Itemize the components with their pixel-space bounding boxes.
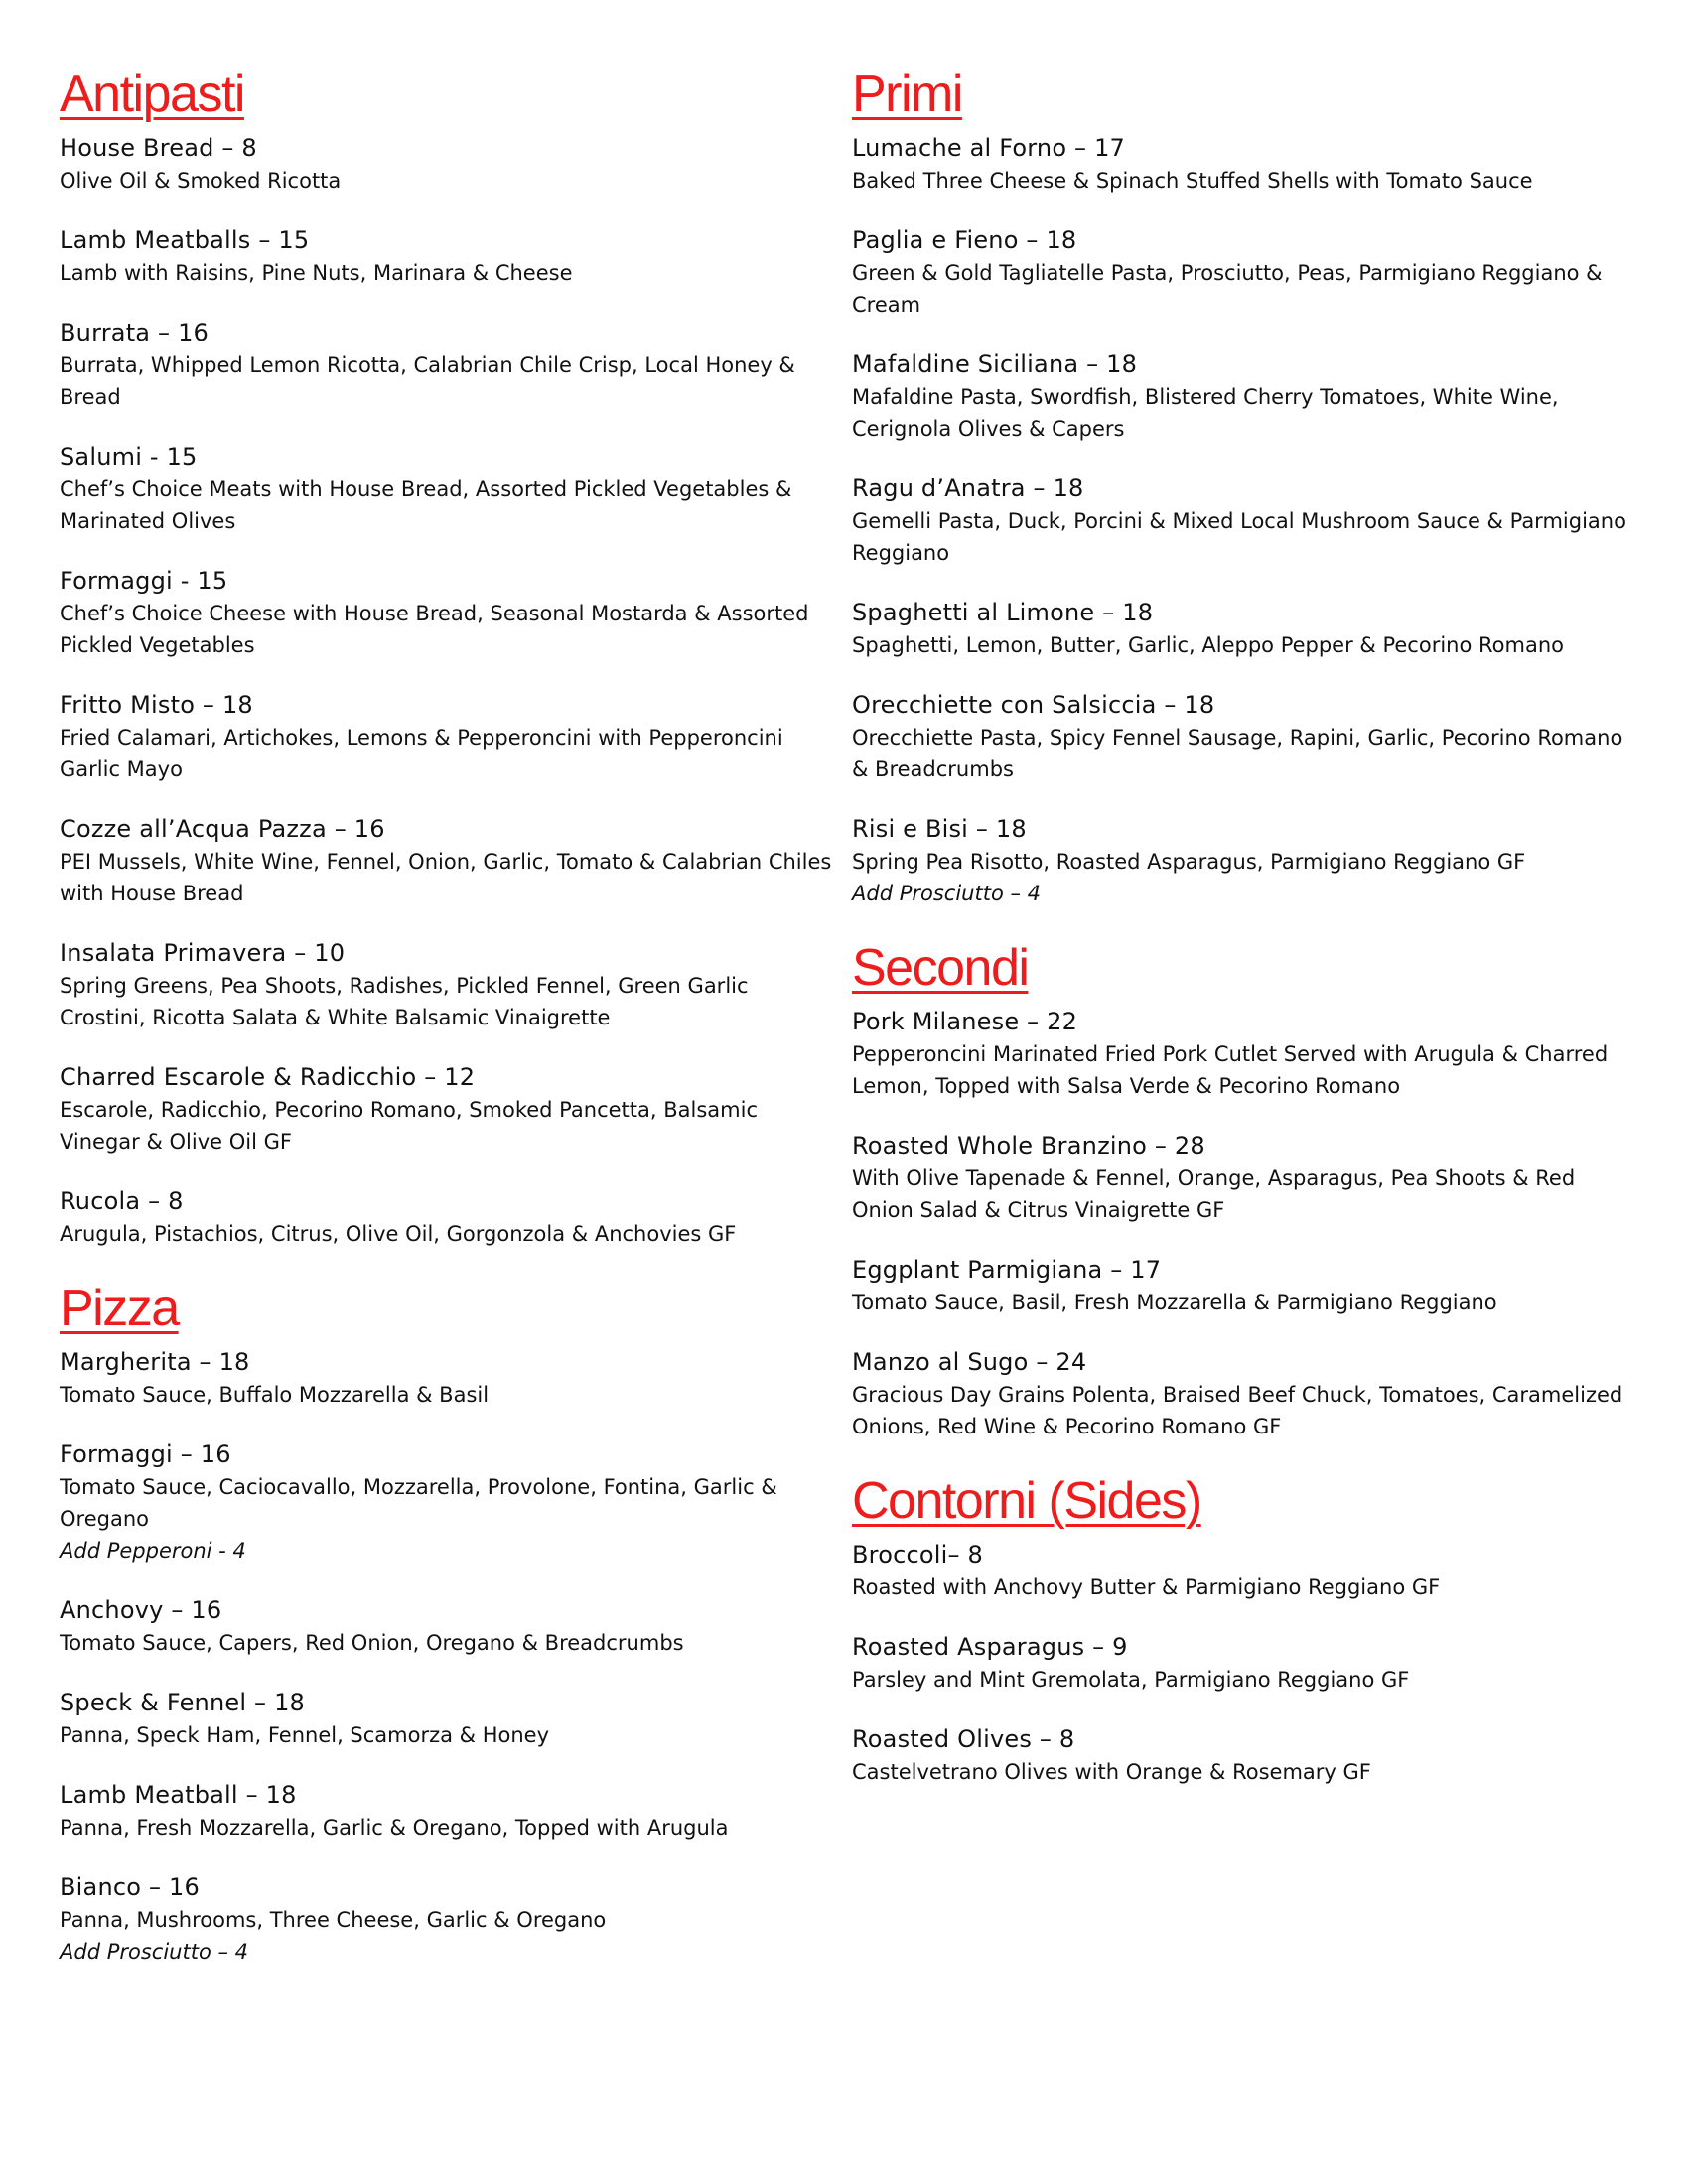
menu-item-description: Pepperoncini Marinated Fried Pork Cutlet Served with Arugula & Charred Lemon, Topped with Salsa Verde & Pecorino Romano (852, 1042, 1609, 1098)
menu-item-name: Formaggi - 15 (60, 567, 228, 595)
menu-item-name: Spaghetti al Limone – 18 (852, 599, 1154, 626)
menu-item (60, 564, 834, 661)
menu-item-description: Tomato Sauce, Caciocavallo, Mozzarella, Provolone, Fontina, Garlic & Oregano (60, 1475, 777, 1531)
menu-item (852, 1005, 1636, 1102)
menu-item-description: Spring Greens, Pea Shoots, Radishes, Pickled Fennel, Green Garlic Crostini, Ricotta Salata & White Balsamic Vinaigrette (60, 974, 749, 1029)
menu-item (60, 1593, 834, 1659)
menu-section-primi (852, 64, 1636, 909)
menu-item (60, 1437, 834, 1567)
menu-section-pizza (60, 1278, 834, 1968)
menu-item-description: Gracious Day Grains Polenta, Braised Beef Chuck, Tomatoes, Caramelized Onions, Red Wine & Pecorino Romano GF (852, 1383, 1623, 1438)
menu-item-name: Rucola – 8 (60, 1187, 184, 1215)
menu-item-description: Spaghetti, Lemon, Butter, Garlic, Aleppo Pepper & Pecorino Romano (852, 633, 1564, 657)
menu-item-name: Mafaldine Siciliana – 18 (852, 350, 1138, 378)
menu-item-name: Bianco – 16 (60, 1873, 200, 1901)
menu-item-name: Burrata – 16 (60, 319, 210, 346)
menu-item (60, 1686, 834, 1751)
menu-item-description: Tomato Sauce, Buffalo Mozzarella & Basil (60, 1383, 490, 1407)
menu-item-description: Orecchiette Pasta, Spicy Fennel Sausage, Rapini, Garlic, Pecorino Romano & Breadcrumbs (852, 726, 1623, 781)
menu-item (60, 1184, 834, 1250)
right-column (852, 64, 1636, 1816)
menu-item-description: Chef’s Choice Meats with House Bread, Assorted Pickled Vegetables & Marinated Olives (60, 478, 792, 533)
menu-item-description: Spring Pea Risotto, Roasted Asparagus, Parmigiano Reggiano GF (852, 850, 1526, 874)
menu-item-description: Burrata, Whipped Lemon Ricotta, Calabrian Chile Crisp, Local Honey & Bread (60, 353, 795, 409)
menu-item-description: Tomato Sauce, Capers, Red Onion, Oregano & Breadcrumbs (60, 1631, 684, 1655)
menu-item (852, 472, 1636, 569)
menu-item-name: Lamb Meatballs – 15 (60, 226, 310, 254)
menu-item-name: Orecchiette con Salsiccia – 18 (852, 691, 1215, 719)
menu-item (852, 1722, 1636, 1788)
menu-item (852, 1129, 1636, 1226)
menu-item-name: Fritto Misto – 18 (60, 691, 253, 719)
menu-item-description: Lamb with Raisins, Pine Nuts, Marinara & Cheese (60, 261, 573, 285)
menu-item (852, 1538, 1636, 1603)
menu-item-description: Panna, Fresh Mozzarella, Garlic & Oregano, Topped with Arugula (60, 1816, 729, 1840)
menu-item (60, 1345, 834, 1411)
menu-item-name: Roasted Olives – 8 (852, 1725, 1075, 1753)
menu-item-name: Lumache al Forno – 17 (852, 134, 1126, 162)
menu-item-name: Risi e Bisi – 18 (852, 815, 1027, 843)
menu-item-name: House Bread – 8 (60, 134, 257, 162)
menu-item-description: Escarole, Radicchio, Pecorino Romano, Smoked Pancetta, Balsamic Vinegar & Olive Oil GF (60, 1098, 758, 1154)
menu-item-description: Panna, Speck Ham, Fennel, Scamorza & Honey (60, 1723, 550, 1747)
menu-item (852, 1345, 1636, 1442)
menu-item-name: Salumi - 15 (60, 443, 198, 471)
menu-item (60, 936, 834, 1033)
menu-item (852, 812, 1636, 909)
menu-item-name: Speck & Fennel – 18 (60, 1689, 306, 1716)
menu-item-description: Chef’s Choice Cheese with House Bread, Seasonal Mostarda & Assorted Pickled Vegetables (60, 602, 809, 657)
menu-item-description: Panna, Mushrooms, Three Cheese, Garlic & Oregano (60, 1908, 607, 1932)
menu-item-name: Anchovy – 16 (60, 1596, 222, 1624)
menu-item (852, 688, 1636, 785)
menu-item-name: Margherita – 18 (60, 1348, 250, 1376)
section-title: Antipasti (60, 66, 244, 123)
menu-item-description: Tomato Sauce, Basil, Fresh Mozzarella & Parmigiano Reggiano (852, 1291, 1497, 1314)
menu-item-description: Roasted with Anchovy Butter & Parmigiano Reggiano GF (852, 1575, 1441, 1599)
menu-item-addon: Add Prosciutto – 4 (852, 882, 1042, 905)
menu-item (852, 223, 1636, 321)
menu-item (852, 1630, 1636, 1696)
menu-section-secondi (852, 937, 1636, 1442)
menu-item (852, 347, 1636, 445)
menu-item-name: Paglia e Fieno – 18 (852, 226, 1077, 254)
menu-item-description: Baked Three Cheese & Spinach Stuffed Shells with Tomato Sauce (852, 169, 1533, 193)
menu-item (852, 131, 1636, 197)
menu-item-name: Roasted Whole Branzino – 28 (852, 1132, 1205, 1160)
menu-item (852, 1253, 1636, 1318)
left-column (60, 64, 834, 1995)
menu-item-description: Fried Calamari, Artichokes, Lemons & Pepperoncini with Pepperoncini Garlic Mayo (60, 726, 783, 781)
menu-item-description: Castelvetrano Olives with Orange & Rosemary GF (852, 1760, 1371, 1784)
section-title: Secondi (852, 939, 1029, 997)
menu-item-name: Cozze all’Acqua Pazza – 16 (60, 815, 385, 843)
menu-item (852, 596, 1636, 661)
section-title: Contorni (Sides) (852, 1472, 1201, 1530)
section-title: Pizza (60, 1280, 179, 1337)
menu-item-description: Mafaldine Pasta, Swordfish, Blistered Cherry Tomatoes, White Wine, Cerignola Olives & Capers (852, 385, 1559, 441)
menu-item (60, 1870, 834, 1968)
menu-item (60, 1778, 834, 1843)
menu-section-contorni-sides (852, 1470, 1636, 1788)
menu-item-name: Ragu d’Anatra – 18 (852, 475, 1084, 502)
menu-item-name: Roasted Asparagus – 9 (852, 1633, 1128, 1661)
menu-item-name: Charred Escarole & Radicchio – 12 (60, 1063, 476, 1091)
menu-item (60, 1060, 834, 1158)
menu-item-addon: Add Prosciutto – 4 (60, 1940, 249, 1964)
menu-item-name: Manzo al Sugo – 24 (852, 1348, 1087, 1376)
menu-item-description: Arugula, Pistachios, Citrus, Olive Oil, Gorgonzola & Anchovies GF (60, 1222, 737, 1246)
menu-item-description: PEI Mussels, White Wine, Fennel, Onion, Garlic, Tomato & Calabrian Chiles with House Bread (60, 850, 832, 905)
menu-item-description: Olive Oil & Smoked Ricotta (60, 169, 342, 193)
menu-item-name: Eggplant Parmigiana – 17 (852, 1256, 1162, 1284)
menu-item-name: Formaggi – 16 (60, 1440, 231, 1468)
menu-item (60, 688, 834, 785)
menu-item (60, 131, 834, 197)
menu-item-description: Gemelli Pasta, Duck, Porcini & Mixed Local Mushroom Sauce & Parmigiano Reggiano (852, 509, 1626, 565)
menu-item-name: Broccoli– 8 (852, 1541, 983, 1569)
menu-item-description: Green & Gold Tagliatelle Pasta, Prosciutto, Peas, Parmigiano Reggiano & Cream (852, 261, 1603, 317)
menu-item-description: With Olive Tapenade & Fennel, Orange, Asparagus, Pea Shoots & Red Onion Salad & Citrus Vinaigrette GF (852, 1166, 1576, 1222)
menu-item (60, 812, 834, 909)
menu-item (60, 316, 834, 413)
section-title: Primi (852, 66, 962, 123)
menu-item-name: Insalata Primavera – 10 (60, 939, 346, 967)
menu-item-name: Lamb Meatball – 18 (60, 1781, 297, 1809)
menu-item (60, 440, 834, 537)
menu-section-antipasti (60, 64, 834, 1250)
menu-item-description: Parsley and Mint Gremolata, Parmigiano Reggiano GF (852, 1668, 1410, 1692)
menu-item-name: Pork Milanese – 22 (852, 1008, 1078, 1035)
menu-item-addon: Add Pepperoni - 4 (60, 1539, 246, 1563)
menu-item (60, 223, 834, 289)
